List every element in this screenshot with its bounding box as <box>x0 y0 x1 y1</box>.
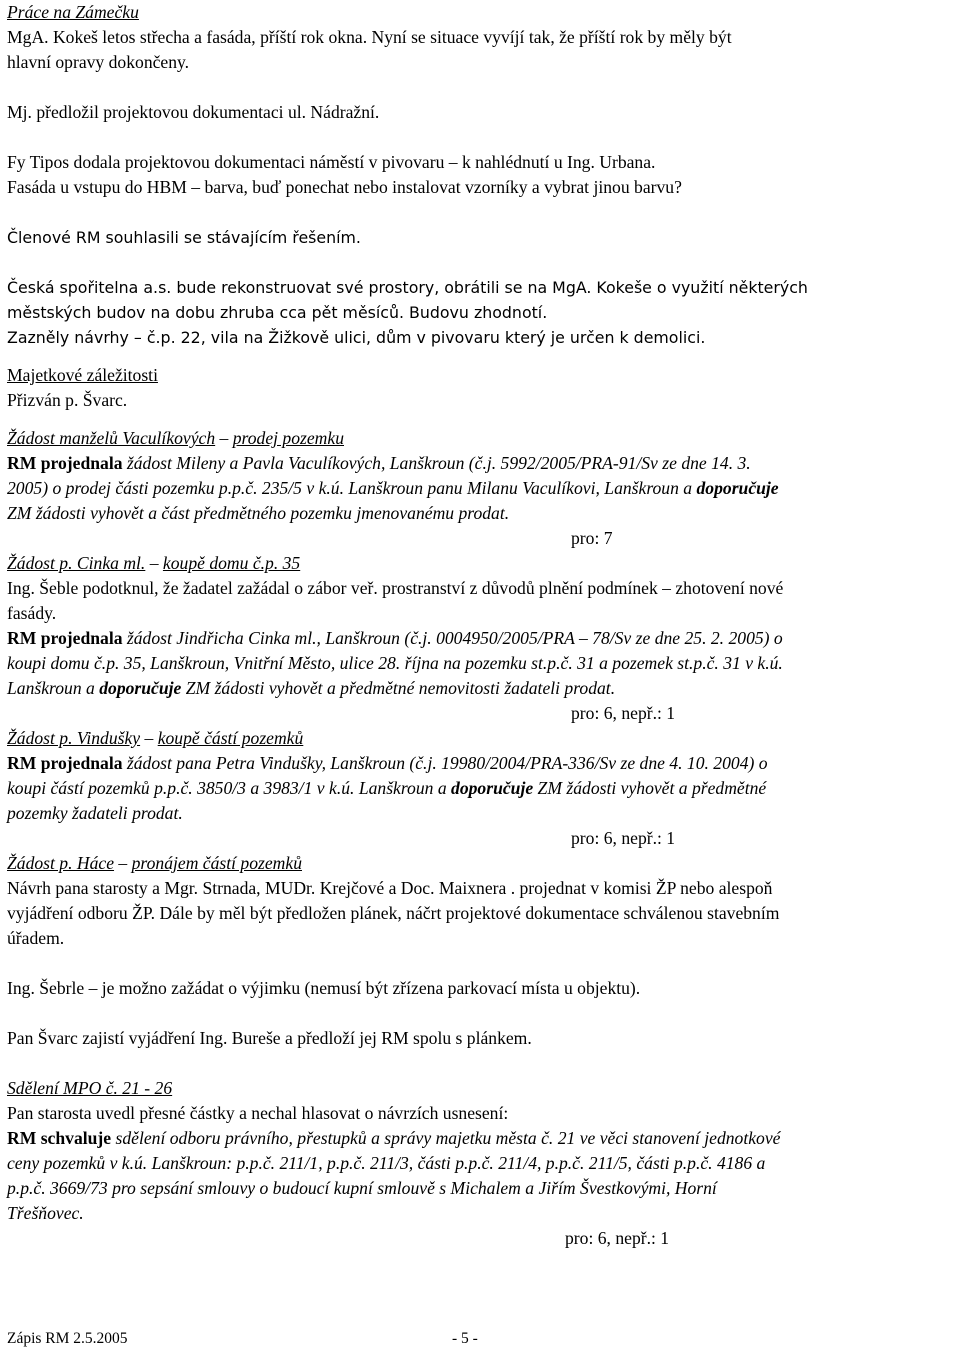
text-line: hlavní opravy dokončeny. <box>7 52 190 72</box>
resolution-label: RM projednala <box>7 628 123 648</box>
spacer <box>7 250 953 275</box>
vote-result: pro: 6, nepř.: 1 <box>571 703 676 723</box>
resolution-label: RM projednala <box>7 753 123 773</box>
text-line: Fasáda u vstupu do HBM – barva, buď ponechat nebo instalovat vzorníky a vybrat jinou barvu? <box>7 177 682 197</box>
page-footer <box>7 1329 953 1349</box>
resolution-recommend: doporučuje <box>696 478 779 498</box>
text-line: MgA. Kokeš letos střecha a fasáda, příští rok okna. Nyní se situace vyvíjí tak, že příští rok by měly být <box>7 27 732 47</box>
text-line <box>7 751 953 776</box>
item-title-part: koupě částí pozemků <box>157 728 304 748</box>
section-heading-zamecek: Práce na Zámečku <box>7 2 139 22</box>
spacer <box>7 1051 953 1076</box>
text-line <box>7 451 953 476</box>
item-title-dash: – <box>215 428 233 448</box>
vote-result: pro: 7 <box>571 528 613 548</box>
text-span: ZM žádosti vyhovět a předmětné nemovitosti žadateli prodat. <box>181 678 616 698</box>
spacer <box>7 350 953 363</box>
text-line: vyjádření odboru ŽP. Dále by měl být předložen plánek, náčrt projektové dokumentace schválenou stavebním <box>7 903 780 923</box>
text-line <box>7 776 953 801</box>
vote-result: pro: 6, nepř.: 1 <box>571 828 676 848</box>
resolution-recommend: doporučuje <box>99 678 182 698</box>
item-title <box>7 726 953 751</box>
text-line <box>7 626 953 651</box>
text-line: Třešňovec. <box>7 1203 84 1223</box>
text-line: Přizván p. Švarc. <box>7 390 128 410</box>
text-line: koupi domu č.p. 35, Lanškroun, Vnitřní Město, ulice 28. října na pozemku st.p.č. 31 a pozemek st.p.č. 31 v k.ú. <box>7 653 783 673</box>
text-line: úřadem. <box>7 928 65 948</box>
text-span: 2005) o prodej části pozemku p.p.č. 235/5 v k.ú. Lanškroun panu Milanu Vaculíkovi, Lanškroun a <box>7 478 697 498</box>
section-heading-majetkove: Majetkové záležitosti <box>7 365 158 385</box>
text-line <box>7 676 953 701</box>
text-line: pozemky žadateli prodat. <box>7 803 183 823</box>
document-page <box>7 0 953 1251</box>
item-title-dash: – <box>145 553 163 573</box>
text-span: Lanškroun a <box>7 678 100 698</box>
text-line: Pan Švarc zajistí vyjádření Ing. Bureše a předloží jej RM spolu s plánkem. <box>7 1028 532 1048</box>
item-title-dash: – <box>140 728 158 748</box>
item-title-part: Žádost p. Vindušky <box>7 728 141 748</box>
item-title-part: prodej pozemku <box>232 428 344 448</box>
text-line: Pan starosta uvedl přesné částky a nechal hlasovat o návrzích usnesení: <box>7 1103 509 1123</box>
item-title-part: Žádost p. Cinka ml. <box>7 553 146 573</box>
item-title <box>7 851 953 876</box>
item-title-dash: – <box>114 853 132 873</box>
item-title-part: Žádost manželů Vaculíkových <box>7 428 216 448</box>
text-line: p.p.č. 3669/73 pro sepsání smlouvy o budoucí kupní smlouvě s Michalem a Jiřím Švestkovými, Horní <box>7 1178 717 1198</box>
item-title-part: pronájem částí pozemků <box>131 853 302 873</box>
text-line: Ing. Šeble podotknul, že žadatel zažádal o zábor veř. prostranství z důvodů plnění podmínek – zhotovení nové <box>7 578 784 598</box>
text-line <box>7 476 953 501</box>
spacer <box>7 125 953 150</box>
vote-result: pro: 6, nepř.: 1 <box>565 1228 670 1248</box>
text-line: fasády. <box>7 603 57 623</box>
text-span: sdělení odboru právního, přestupků a správy majetku města č. 21 ve věci stanovení jednotkové <box>111 1128 781 1148</box>
text-line: Česká spořitelna a.s. bude rekonstruovat své prostory, obrátili se na MgA. Kokeše o využití některých <box>7 278 808 297</box>
item-title: Sdělení MPO č. 21 - 26 <box>7 1078 173 1098</box>
spacer <box>7 413 953 426</box>
text-line: ZM žádosti vyhovět a část předmětného pozemku jmenovanému prodat. <box>7 503 510 523</box>
text-line: Členové RM souhlasili se stávajícím řešením. <box>7 228 361 247</box>
resolution-recommend: doporučuje <box>451 778 534 798</box>
text-line <box>7 1126 953 1151</box>
page-number: - 5 - <box>452 1330 478 1347</box>
text-line: Zazněly návrhy – č.p. 22, vila na Žižkově ulici, dům v pivovaru který je určen k demolici. <box>7 328 706 347</box>
text-line: Fy Tipos dodala projektovou dokumentaci náměstí v pivovaru – k nahlédnutí u Ing. Urbana. <box>7 152 656 172</box>
text-line: Mj. předložil projektovou dokumentaci ul. Nádražní. <box>7 102 380 122</box>
text-span: ZM žádosti vyhovět a předmětné <box>533 778 767 798</box>
text-span: žádost pana Petra Vindušky, Lanškroun (č.j. 19980/2004/PRA-336/Sv ze dne 4. 10. 2004) o <box>122 753 768 773</box>
footer-title: Zápis RM 2.5.2005 <box>7 1330 128 1347</box>
item-title-part: koupě domu č.p. 35 <box>162 553 301 573</box>
text-line: ceny pozemků v k.ú. Lanškroun: p.p.č. 211/1, p.p.č. 211/3, části p.p.č. 211/4, p.p.č. 211/5, části p.p.č. 4186 a <box>7 1153 766 1173</box>
text-span: koupi částí pozemků p.p.č. 3850/3 a 3983/1 v k.ú. Lanškroun a <box>7 778 452 798</box>
item-title <box>7 426 953 451</box>
spacer <box>7 951 953 976</box>
text-span: žádost Jindřicha Cinka ml., Lanškroun (č.j. 0004950/2005/PRA – 78/Sv ze dne 25. 2. 2005) o <box>122 628 783 648</box>
resolution-label: RM schvaluje <box>7 1128 112 1148</box>
spacer <box>7 75 953 100</box>
item-title <box>7 551 953 576</box>
spacer <box>7 200 953 225</box>
item-title-part: Žádost p. Háce <box>7 853 115 873</box>
text-span: žádost Mileny a Pavla Vaculíkových, Lanškroun (č.j. 5992/2005/PRA-91/Sv ze dne 14. 3. <box>122 453 751 473</box>
spacer <box>7 1001 953 1026</box>
text-line: Návrh pana starosty a Mgr. Strnada, MUDr. Krejčové a Doc. Maixnera . projednat v komisi ŽP nebo alespoň <box>7 878 773 898</box>
resolution-label: RM projednala <box>7 453 123 473</box>
text-line: městských budov na dobu zhruba cca pět měsíců. Budovu zhodnotí. <box>7 303 548 322</box>
text-line: Ing. Šebrle – je možno zažádat o výjimku (nemusí být zřízena parkovací místa u objektu). <box>7 978 641 998</box>
